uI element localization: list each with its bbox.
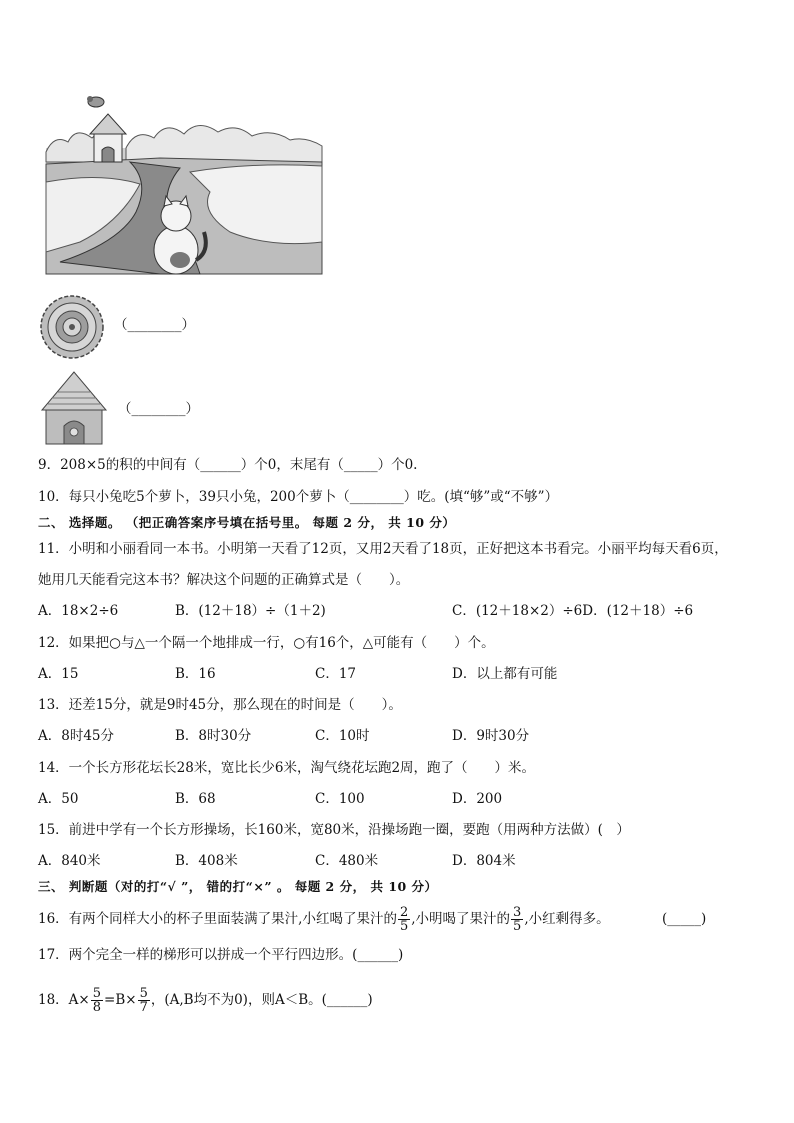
question-17: 17．两个完全一样的梯形可以拼成一个平行四边形。(______) (38, 947, 404, 963)
question-15-option-c[interactable]: C．480米 (315, 853, 379, 869)
cat-castle-scene-image (40, 92, 326, 276)
question-12-option-b[interactable]: B．16 (175, 666, 216, 682)
question-15: 15．前进中学有一个长方形操场，长160米，宽80米，沿操场跑一圈，要跑（用两种方法做）( ） (38, 822, 630, 838)
landscape-illustration (40, 92, 326, 276)
castle-figure (38, 370, 110, 446)
rose-window-figure (38, 294, 106, 360)
question-11-option-cd[interactable]: C．(12＋18×2）÷6D．(12＋18）÷6 (452, 603, 694, 619)
fraction-three-fifths (511, 906, 523, 933)
question-18 (38, 980, 373, 1020)
question-16-answer-blank[interactable]: (_____) (662, 911, 707, 927)
fraction-denominator: 5 (399, 918, 409, 934)
question-16-text-2: ,小明喝了果汁的 (411, 911, 511, 927)
question-15-option-b[interactable]: B．408米 (175, 853, 238, 869)
question-13-option-b[interactable]: B．8时30分 (175, 728, 252, 744)
question-9: 9．208×5的积的中间有（______）个0，末尾有（_____）个0. (38, 457, 418, 473)
question-15-option-d[interactable]: D．804米 (452, 853, 516, 869)
section-3-heading: 三、 判断题（对的打“√ ”， 错的打“×” 。 每题 2 分， 共 10 分） (38, 879, 438, 894)
question-14-option-d[interactable]: D．200 (452, 791, 503, 807)
question-18-text-2: =B× (104, 992, 137, 1008)
question-16-text-1: 16．有两个同样大小的杯子里面装满了果汁,小红喝了果汁的 (38, 911, 397, 927)
question-11-option-a[interactable]: A．18×2÷6 (38, 603, 119, 619)
question-11-line2: 她用几天能看完这本书？解决这个问题的正确算式是（ ）。 (38, 572, 410, 588)
fraction-five-eighths (91, 987, 103, 1014)
fraction-two-fifths (398, 906, 410, 933)
question-12-option-c[interactable]: C．17 (315, 666, 357, 682)
question-11-line1: 11．小明和小丽看同一本书。小明第一天看了12页，又用2天看了18页，正好把这本书看完。小丽平均每天看6页， (38, 541, 728, 557)
question-12: 12．如果把○与△一个隔一个地排成一行，○有16个，△可能有（ ）个。 (38, 635, 495, 651)
question-10: 10．每只小兔吃5个萝卜，39只小兔，200个萝卜（________）吃。(填“够”或“不够”） (38, 489, 559, 505)
fraction-numerator: 2 (399, 904, 409, 920)
question-18-text-1: 18．A× (38, 992, 90, 1008)
question-13: 13．还差15分，就是9时45分，那么现在的时间是（ ）。 (38, 697, 402, 713)
question-14-option-b[interactable]: B．68 (175, 791, 216, 807)
fraction-denominator: 5 (513, 918, 522, 934)
question-16-text-3: ,小红剩得多。 (524, 911, 610, 927)
question-16 (38, 900, 610, 938)
question-14: 14．一个长方形花坛长28米，宽比长少6米，淘气绕花坛跑2周，跑了（ ）米。 (38, 760, 536, 776)
question-13-option-a[interactable]: A．8时45分 (38, 728, 115, 744)
castle-image (38, 370, 110, 446)
question-18-text-3: ，(A,B均不为0)，则A＜B。(______) (150, 992, 373, 1008)
question-15-option-a[interactable]: A．840米 (38, 853, 101, 869)
fraction-denominator: 7 (139, 999, 148, 1015)
fraction-numerator: 5 (139, 985, 148, 1001)
question-13-option-d[interactable]: D．9时30分 (452, 728, 530, 744)
question-12-option-d[interactable]: D．以上都有可能 (452, 666, 558, 682)
fraction-numerator: 5 (92, 985, 102, 1001)
fraction-five-sevenths (138, 987, 150, 1014)
question-14-option-a[interactable]: A．50 (38, 791, 79, 807)
fraction-denominator: 8 (92, 999, 102, 1015)
fraction-numerator: 3 (513, 904, 522, 920)
question-14-option-c[interactable]: C．100 (315, 791, 365, 807)
question-13-option-c[interactable]: C．10时 (315, 728, 370, 744)
rose-window-image (38, 294, 106, 360)
question-12-option-a[interactable]: A．15 (38, 666, 79, 682)
section-2-heading: 二、 选择题。 （把正确答案序号填在括号里。 每题 2 分， 共 10 分） (38, 515, 456, 530)
rose-window-answer-blank[interactable]: （________） (114, 317, 195, 333)
question-11-option-b[interactable]: B．(12＋18）÷（1＋2) (175, 603, 326, 619)
castle-answer-blank[interactable]: （________） (118, 401, 199, 417)
